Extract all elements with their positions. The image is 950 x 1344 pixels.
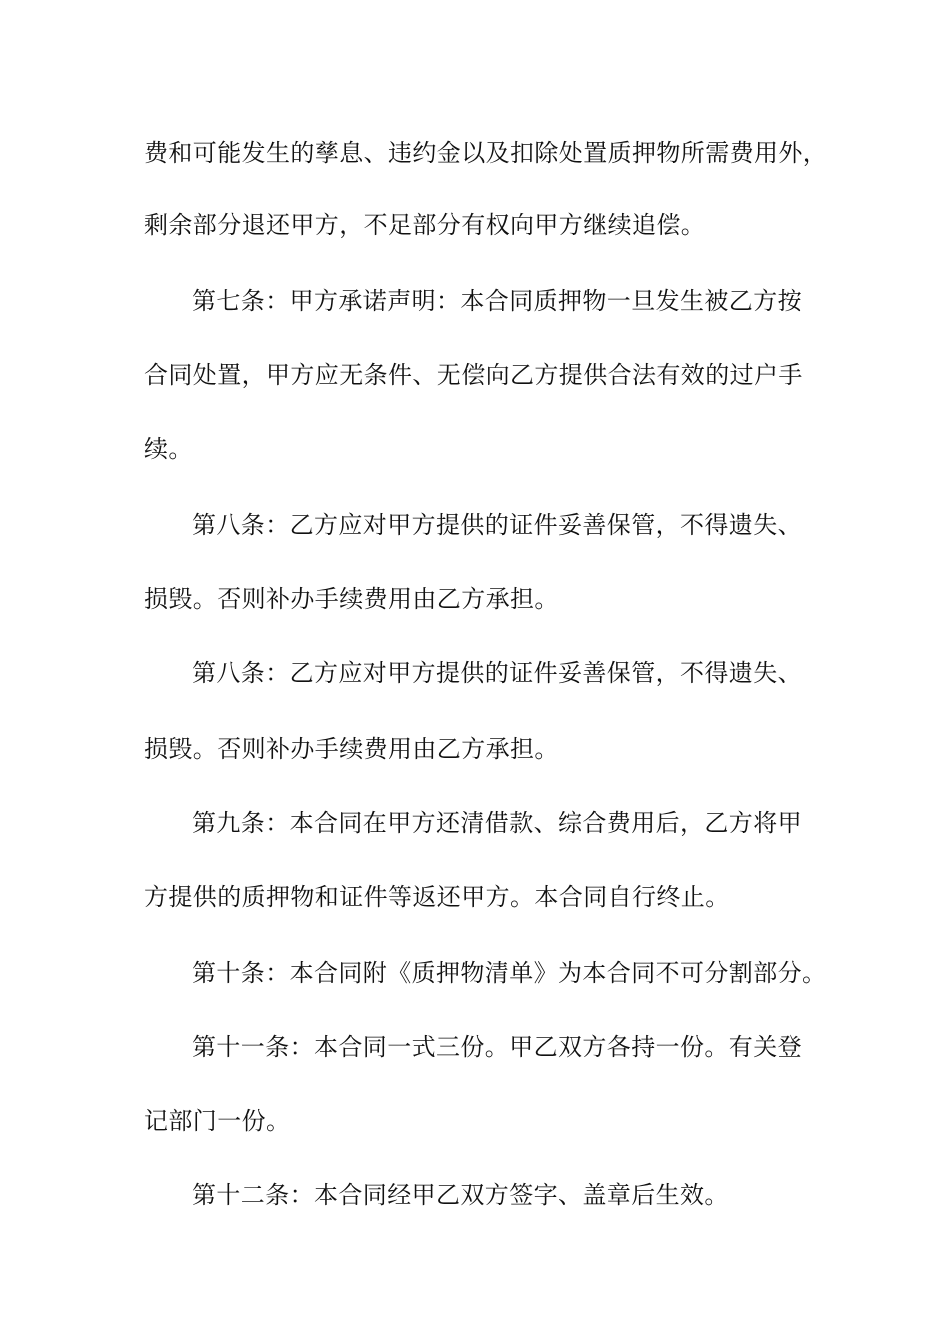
text-line: 续。 xyxy=(144,435,193,463)
text-line: 记部门一份。 xyxy=(144,1107,291,1135)
clause-11-line: 第十一条：本合同一式三份。甲乙双方各持一份。有关登 xyxy=(192,1033,802,1061)
clause-7-line: 第七条：甲方承诺声明：本合同质押物一旦发生被乙方按 xyxy=(192,287,802,315)
clause-8-line: 第八条：乙方应对甲方提供的证件妥善保管，不得遗失、 xyxy=(192,659,802,687)
clause-10-line: 第十条：本合同附《质押物清单》为本合同不可分割部分。 xyxy=(192,959,827,987)
text-line: 方提供的质押物和证件等返还甲方。本合同自行终止。 xyxy=(144,883,730,911)
text-line: 费和可能发生的孳息、违约金以及扣除处置质押物所需费用外， xyxy=(144,139,828,167)
text-line: 剩余部分退还甲方，不足部分有权向甲方继续追偿。 xyxy=(144,211,706,239)
clause-12-line: 第十二条：本合同经甲乙双方签字、盖章后生效。 xyxy=(192,1181,729,1209)
clause-9-line: 第九条：本合同在甲方还清借款、综合费用后，乙方将甲 xyxy=(192,809,802,837)
clause-8-line: 第八条：乙方应对甲方提供的证件妥善保管，不得遗失、 xyxy=(192,511,802,539)
text-line: 损毁。否则补办手续费用由乙方承担。 xyxy=(144,585,559,613)
text-line: 合同处置，甲方应无条件、无偿向乙方提供合法有效的过户手 xyxy=(144,361,803,389)
text-line: 损毁。否则补办手续费用由乙方承担。 xyxy=(144,735,559,763)
